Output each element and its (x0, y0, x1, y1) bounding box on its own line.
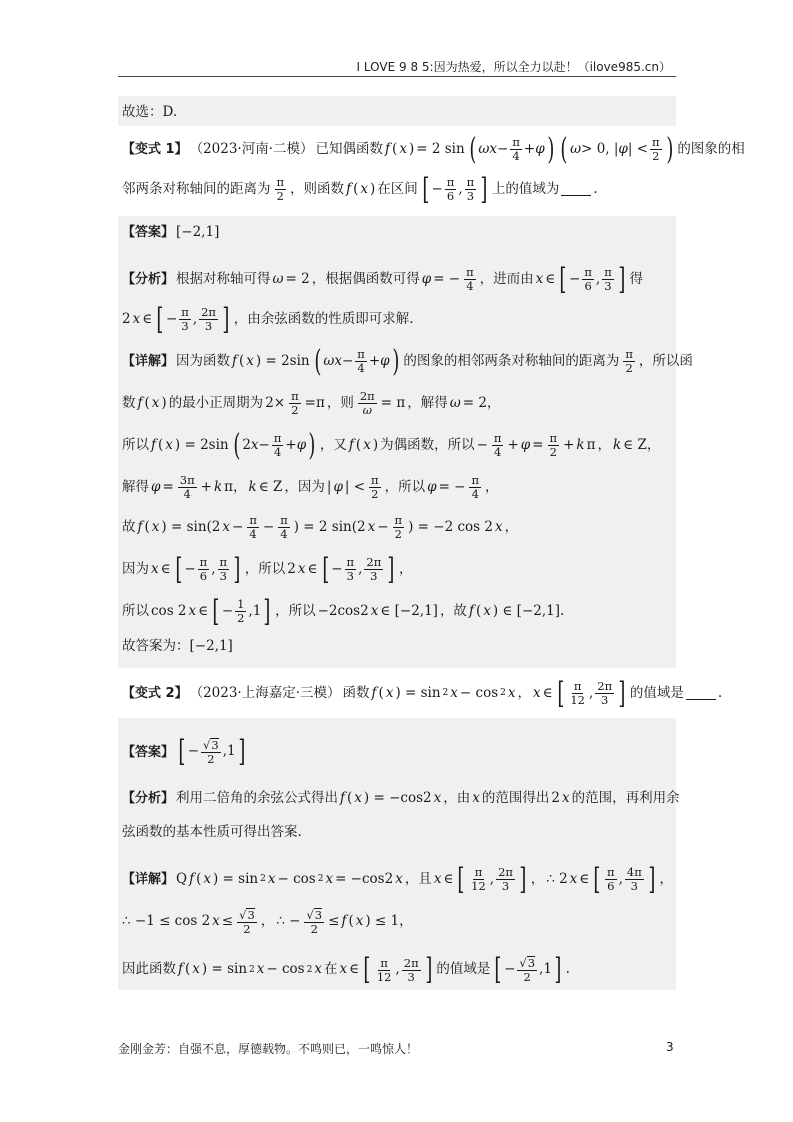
variant1-detail-line7: 所以 cos 2 x ∈ [ − $\frac{1}{2}$ ,1 ] ，所以 −2cos2 x ∈ [−2,1] ，故 f ( x ) ∈ [−2,1]. (122, 593, 565, 629)
variant1-detail-line5: 故 f ( x ) = sin(2 x − $\frac{\pi}{4}$ − $\frac{\pi}{4}$ ) = 2 sin(2 x − $\frac{\pi}{2}$ ) = −2 cos 2 x ， (122, 513, 519, 542)
variant2-analysis-line2: 弦函数的基本性质可得出答案. (122, 824, 302, 840)
variant1-detail-line1: 【详解】 因为函数 f ( x ) = 2sin ( ωx − $\frac{\pi}{4}$ + φ ) 的图象的相邻两条对称轴间的距离为 $\frac{\pi}{2}$ ，所以函 (122, 343, 693, 379)
variant1-detail-line6: 因为 x ∈ [ − $\frac{\pi}{6}$ , $\frac{\pi}{3}$ ] ，所以 2 x ∈ [ − $\frac{\pi}{3}$ , $\frac{2\pi}{3}$ ] ， (122, 551, 413, 587)
variant1-analysis-line1: 【分析】 根据对称轴可得 ω = 2 ，根据偶函数可得 φ = − $\frac{\pi}{4}$ ，进而由 x ∈ [ − $\frac{\pi}{6}$ , $\frac{\pi}{3}$ ] 得 (122, 261, 643, 297)
variant2-label: 【变式 2】 (122, 686, 188, 702)
variant1-analysis-line2: 2 x ∈ [ − $\frac{\pi}{3}$ , $\frac{2\pi}{3}$ ] ，由余弦函数的性质即可求解. (122, 301, 414, 337)
variant2-detail-line1: 【详解】 Q f ( x ) = sin 2 x − cos 2 x = −cos2 x ，且 x ∈ [ $\frac{\pi}{12}$ , $\frac{2\pi}{3}$ ] ， ∴ 2 x ∈ [ $\frac{\pi}{6}$ , $\frac{4\pi}{3}$ ] ， (122, 861, 673, 897)
variant2-answer: 【答案】 [ − $\frac{√3}{2}$ ,1 ] (122, 734, 245, 770)
variant2-detail-line3: 因此函数 f ( x ) = sin 2 x − cos 2 x 在 x ∈ [ $\frac{\pi}{12}$ , $\frac{2\pi}{3}$ ] 的值域是 [ − $\frac{√3}{2}$ ,1 ] . (122, 952, 570, 988)
variant1-detail-line4: 解得 φ = $\frac{3\pi}{4}$ + k π， k ∈ Z ，因为 | φ | < $\frac{\pi}{2}$ ，所以 φ = − $\frac{\pi}{4}$ ， (122, 473, 499, 502)
variant2-source: （2023·上海嘉定·三模） (189, 684, 341, 701)
variant1-question-line2: 邻两条对称轴间的距离为 $\frac{\pi}{2}$ ，则函数 f ( x ) 在区间 [ − $\frac{\pi}{6}$ , $\frac{\pi}{3}$ ] 上的值域为 . (122, 171, 598, 207)
footer-motto: 金刚金芳：自强不息，厚德载物。不鸣则已，一鸣惊人！ (118, 1042, 419, 1056)
shaded-block-top (118, 96, 676, 126)
variant1-detail-line3: 所以 f ( x ) = 2sin ( 2 x − $\frac{\pi}{4}$ + φ ) ，又 f ( x ) 为偶函数，所以 − $\frac{\pi}{4}$ + φ = $\frac{\pi}{2}$ + k π ， k ∈ Z， (122, 427, 661, 463)
prev-answer: 故选：D. (122, 104, 178, 120)
header-divider (118, 76, 676, 77)
variant1-label: 【变式 1】 (122, 142, 188, 158)
variant2-question: 【变式 2】 （2023·上海嘉定·三模） 函数 f ( x ) = sin 2 x − cos 2 x ， x ∈ [ $\frac{\pi}{12}$ , $\frac{2\pi}{3}$ ] 的值域是 . (122, 675, 723, 711)
variant1-source: （2023·河南·二模） (189, 140, 314, 157)
variant2-detail-line2: ∴ −1 ≤ cos 2 x ≤ $\frac{√3}{2}$ ， ∴ − $\frac{√3}{2}$ ≤ f ( x ) ≤ 1， (122, 908, 413, 937)
answer-blank (561, 183, 591, 196)
variant1-answer: 【答案】 [−2,1] (122, 224, 220, 241)
variant1-final-answer: 故答案为：[−2,1] (122, 638, 233, 654)
page-number: 3 (666, 1040, 674, 1054)
answer-blank (686, 687, 716, 700)
page-header: I LOVE 9 8 5:因为热爱，所以全力以赴！（ilove985.cn） (356, 60, 671, 74)
variant2-analysis-line1: 【分析】 利用二倍角的余弦公式得出 f ( x ) = −cos2 x ，由 x 的范围得出 2 x 的范围，再利用余 (122, 790, 680, 807)
variant1-question-line1: 【变式 1】 （2023·河南·二模） 已知偶函数 f ( x ) = 2 sin ( ωx − $\frac{\pi}{4}$ + φ ) ( ω > 0, | φ | < $\frac{\pi}{2}$ ) 的图象的相 (122, 131, 745, 167)
variant1-detail-line2: 数 f ( x ) 的最小正周期为 2× $\frac{\pi}{2}$ =π ，则 $\frac{2\pi}{\omega}$ = π ，解得 ω = 2， (122, 389, 501, 418)
